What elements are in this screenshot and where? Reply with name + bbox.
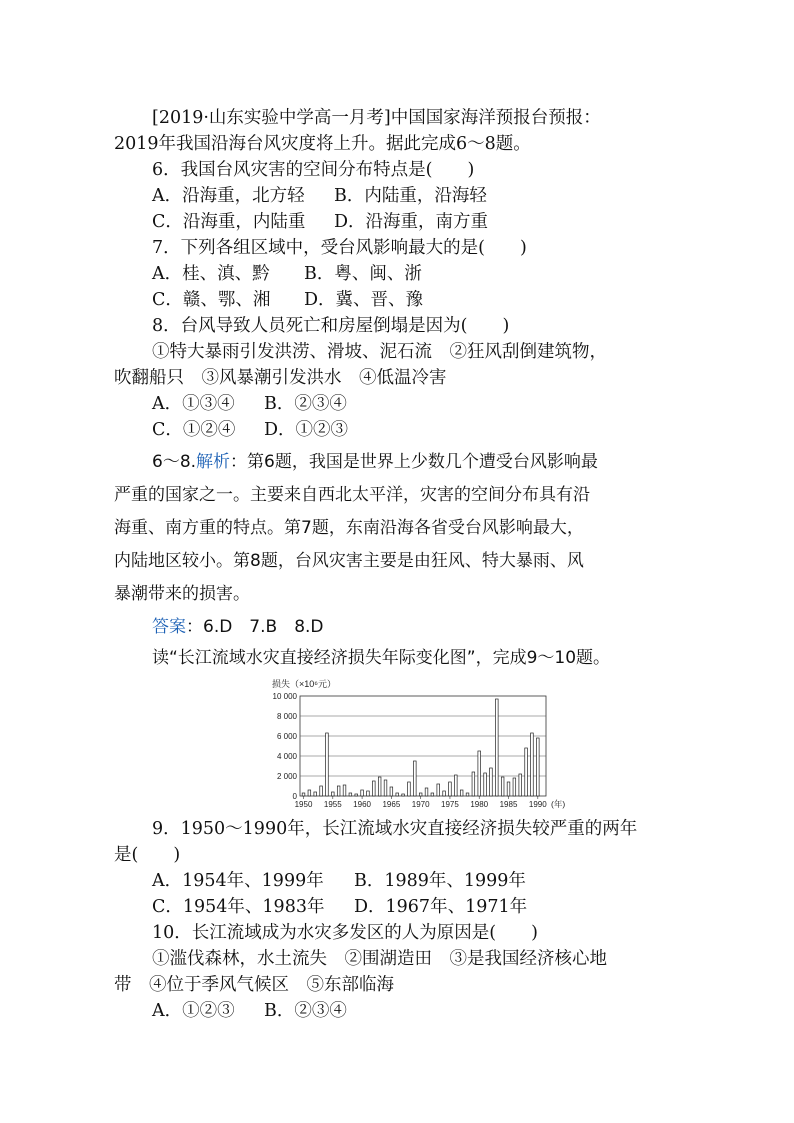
- chart-x-tick-label: 1960: [353, 800, 371, 809]
- chart-bar-1969: [413, 761, 416, 796]
- question-8-option-c: C．①②④: [152, 420, 236, 440]
- chart-bar-1972: [431, 793, 434, 796]
- chart-y-tick-label: 4 000: [276, 752, 297, 761]
- chart-bar-1976: [454, 775, 457, 796]
- question-8-stem: 8．台风导致人员死亡和房屋倒塌是因为( ): [152, 316, 510, 336]
- question-7-options-row-1: [152, 261, 422, 287]
- question-7-option-d: D．冀、晋、豫: [304, 290, 424, 310]
- analysis-line-1: [152, 448, 598, 476]
- chart-x-tick-label: 1985: [499, 800, 518, 809]
- chart-bar-1990: [536, 738, 539, 796]
- chart-y-tick-label: 10 000: [272, 692, 297, 701]
- answer-line: [152, 613, 324, 641]
- chart-bar-1978: [466, 793, 469, 796]
- chart-x-tick-label: 1965: [382, 800, 401, 809]
- question-8-options-row-1: [152, 391, 347, 417]
- chart-bar-1951: [308, 790, 311, 796]
- chart-bar-1960: [361, 790, 364, 796]
- chart-y-tick-label: 2 000: [276, 772, 297, 781]
- chart-plot-frame: [300, 696, 546, 796]
- analysis-line-2: 严重的国家之一。主要来自西北太平洋，灾害的空间分布具有沿: [114, 485, 590, 505]
- question-10-options-row-1: [152, 998, 347, 1024]
- chart-bar-1953: [320, 786, 323, 796]
- question-7-stem: 7．下列各组区域中，受台风影响最大的是( ): [152, 238, 527, 258]
- intro-line-1: [2019·山东实验中学高一月考]中国国家海洋预报台预报：: [152, 108, 601, 128]
- chart-bar-1954: [326, 733, 329, 796]
- question-10-items-line-2: 带 ④位于季风气候区 ⑤东部临海: [114, 975, 394, 995]
- analysis-text-1: 第6题，我国是世界上少数几个遭受台风影响最: [247, 452, 598, 472]
- chart-bar-1964: [384, 780, 387, 796]
- question-10-option-b: B．②③④: [264, 1001, 347, 1021]
- chart-bar-1971: [425, 788, 428, 796]
- question-8-option-d: D．①②③: [264, 420, 349, 440]
- chart-instruction: 读“长江流域水灾直接经济损失年际变化图”，完成9～10题。: [152, 648, 611, 668]
- question-6-option-b: B．内陆重，沿海轻: [334, 186, 487, 206]
- question-8-option-b: B．②③④: [264, 394, 347, 414]
- chart-bar-1970: [419, 793, 422, 796]
- chart-y-axis-label: 损失（×10⁶元）: [272, 679, 336, 689]
- chart-bar-1988: [525, 748, 528, 796]
- question-8-options-row-2: [152, 417, 348, 443]
- chart-x-tick-label: 1970: [411, 800, 430, 809]
- question-9-option-b: B．1989年、1999年: [354, 871, 526, 891]
- question-9-stem-line-1: 9．1950～1990年，长江流域水灾直接经济损失较严重的两年: [152, 819, 638, 839]
- question-6-options-row-2: [152, 209, 488, 235]
- answer-label: 答案: [152, 617, 186, 637]
- question-6-options-row-1: [152, 183, 487, 209]
- question-8-items-line-1: ①特大暴雨引发洪涝、滑坡、泥石流 ②狂风刮倒建筑物，: [152, 342, 607, 362]
- answer-text: ：6.D 7.B 8.D: [186, 617, 324, 637]
- chart-bar-1956: [337, 786, 340, 796]
- chart-bar-1961: [367, 791, 370, 796]
- question-9-option-d: D．1967年、1971年: [354, 897, 528, 917]
- analysis-line-3: 海重、南方重的特点。第7题，东南沿海各省受台风影响最大，: [114, 518, 584, 538]
- question-9-option-a: A．1954年、1999年: [152, 871, 324, 891]
- question-6-option-d: D．沿海重，南方重: [334, 212, 489, 232]
- question-10-stem: 10．长江流域成为水灾多发区的人为原因是( ): [152, 923, 538, 943]
- analysis-line-4: 内陆地区较小。第8题，台风灾害主要是由狂风、特大暴雨、风: [114, 551, 584, 571]
- analysis-prefix: 6～8.: [152, 452, 197, 472]
- chart-bar-1950: [302, 793, 305, 796]
- chart-bar-1965: [390, 787, 393, 796]
- chart-bar-1958: [349, 793, 352, 796]
- chart-bar-1959: [355, 794, 358, 796]
- chart-bar-1986: [513, 778, 516, 796]
- chart-bar-1973: [437, 784, 440, 796]
- flood-loss-bar-chart: [268, 676, 566, 814]
- chart-y-tick-label: 6 000: [276, 732, 297, 741]
- question-7-option-b: B．粤、闽、浙: [304, 264, 422, 284]
- chart-bar-1963: [378, 777, 381, 796]
- chart-x-tick-label: 1975: [441, 800, 459, 809]
- chart-x-tick-label: 1950: [294, 800, 313, 809]
- chart-y-tick-label: 0: [292, 792, 297, 801]
- chart-bar-1955: [331, 792, 334, 796]
- analysis-colon: ：: [230, 452, 248, 472]
- chart-bar-1981: [484, 773, 487, 796]
- chart-x-tick-label: 1990: [528, 800, 547, 809]
- chart-bar-1977: [460, 790, 463, 796]
- question-9-options-row-1: [152, 868, 526, 894]
- chart-bar-1979: [472, 772, 475, 796]
- analysis-label: 解析: [196, 452, 231, 472]
- chart-bar-1987: [519, 774, 522, 796]
- question-6-option-c: C．沿海重，内陆重: [152, 212, 306, 232]
- question-9-stem-line-2: 是( ): [114, 845, 181, 865]
- question-8-items-line-2: 吹翻船只 ③风暴潮引发洪水 ④低温冷害: [114, 368, 447, 388]
- chart-bar-1968: [408, 782, 411, 796]
- chart-bar-1962: [372, 781, 375, 796]
- chart-bar-1952: [314, 792, 317, 796]
- chart-bar-1985: [507, 782, 510, 796]
- chart-bar-1983: [495, 699, 498, 796]
- intro-line-2: 2019年我国沿海台风灾度将上升。据此完成6～8题。: [114, 134, 531, 154]
- chart-x-tick-label: 1980: [470, 800, 489, 809]
- question-6-stem: 6．我国台风灾害的空间分布特点是( ): [152, 160, 475, 180]
- chart-bar-1967: [402, 794, 405, 796]
- question-10-option-a: A．①②③: [152, 1001, 235, 1021]
- chart-bar-1984: [501, 777, 504, 796]
- question-7-options-row-2: [152, 287, 423, 313]
- chart-bar-1980: [478, 751, 481, 796]
- question-8-option-a: A．①③④: [152, 394, 235, 414]
- question-9-option-c: C．1954年、1983年: [152, 897, 325, 917]
- analysis-line-5: 暴潮带来的损害。: [114, 584, 250, 604]
- question-6-option-a: A．沿海重，北方轻: [152, 186, 305, 206]
- chart-x-tick-label: 1955: [323, 800, 342, 809]
- chart-bar-1974: [443, 791, 446, 796]
- chart-bar-1989: [531, 733, 534, 796]
- chart-x-axis-unit: (年): [551, 799, 566, 809]
- chart-y-tick-label: 8 000: [276, 712, 297, 721]
- question-7-option-c: C．赣、鄂、湘: [152, 290, 271, 310]
- question-9-options-row-2: [152, 894, 527, 920]
- question-10-items-line-1: ①滥伐森林，水土流失 ②围湖造田 ③是我国经济核心地: [152, 949, 607, 969]
- chart-bar-1966: [396, 793, 399, 796]
- chart-bar-1975: [449, 782, 452, 796]
- chart-bar-1957: [343, 785, 346, 796]
- chart-bar-1982: [490, 768, 493, 796]
- question-7-option-a: A．桂、滇、黔: [152, 264, 270, 284]
